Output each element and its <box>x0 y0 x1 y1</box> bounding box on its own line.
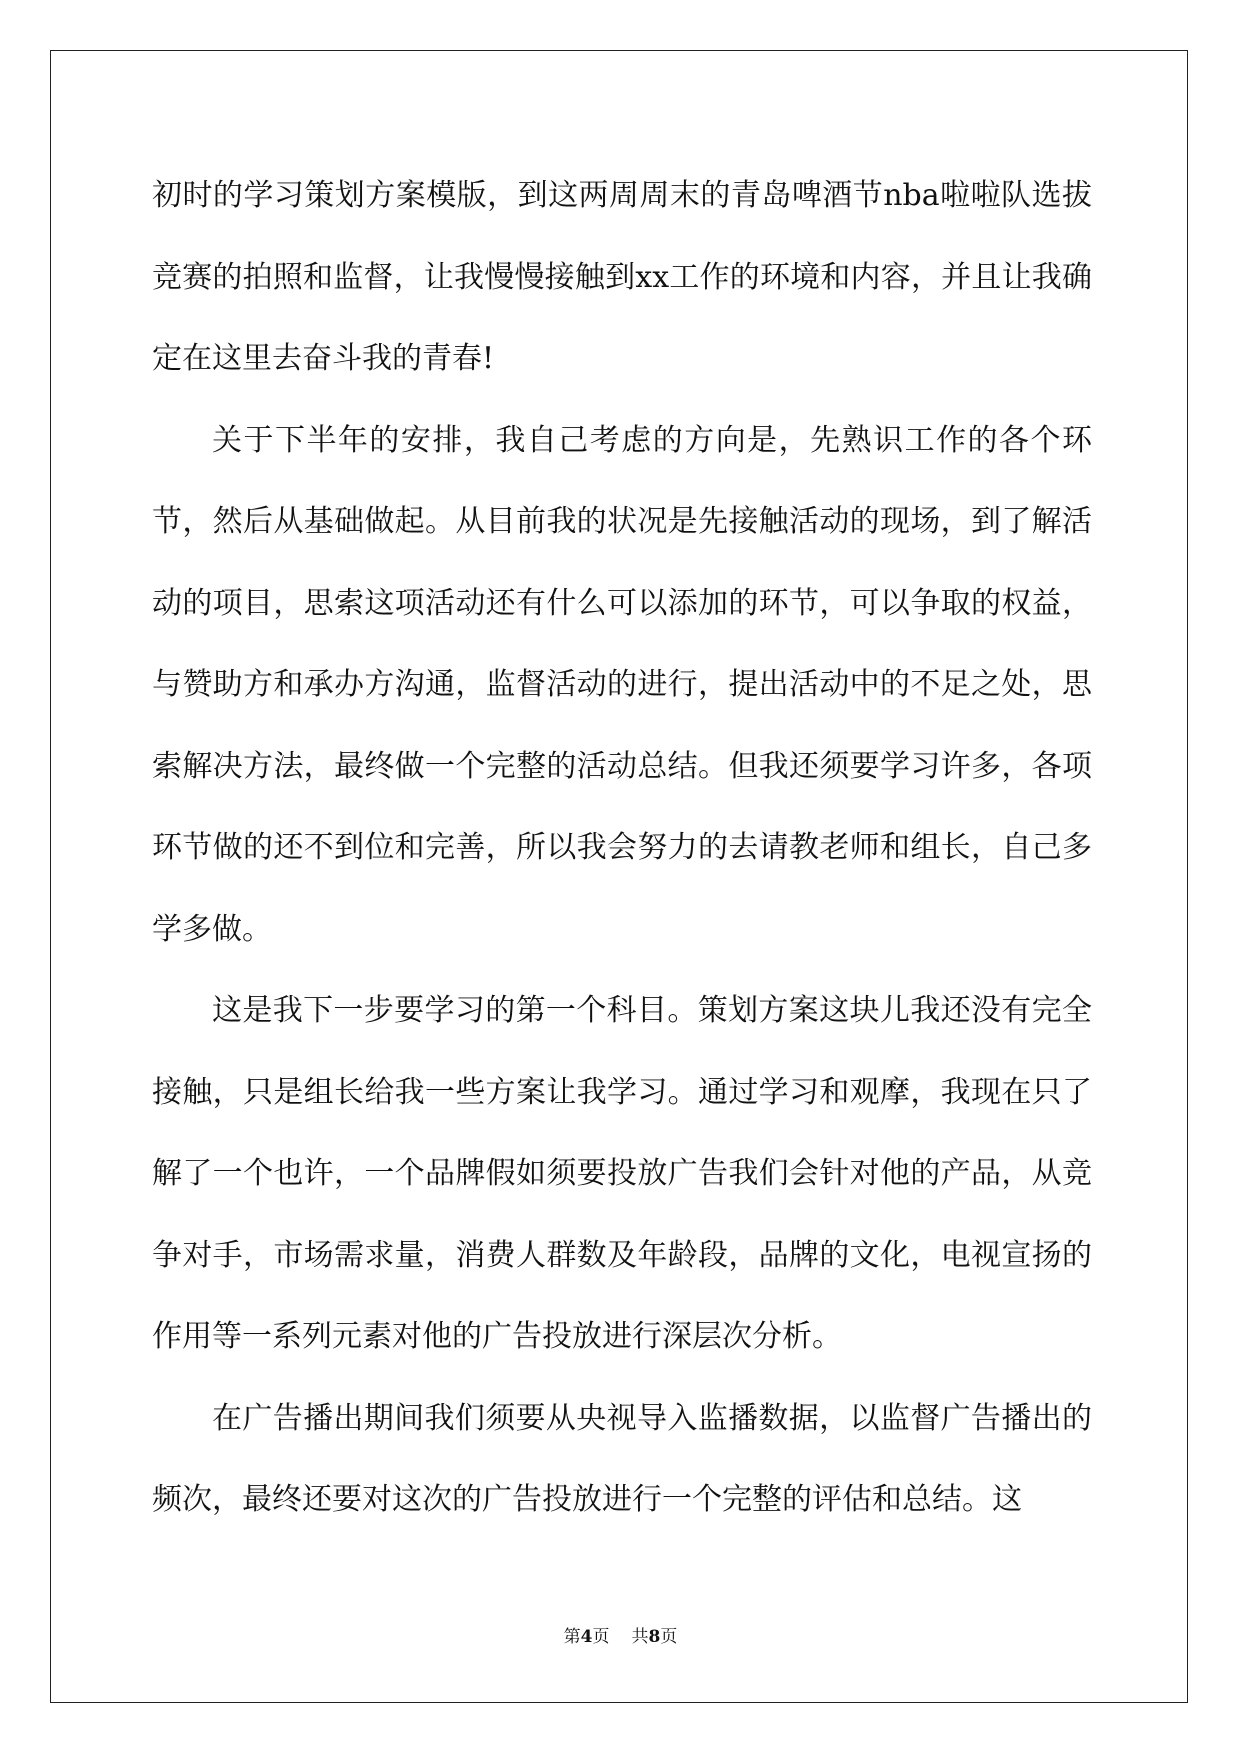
total-pages-number: 8 <box>648 1627 661 1647</box>
footer-prefix: 第 <box>563 1627 581 1647</box>
paragraph-4: 在广告播出期间我们须要从央视导入监播数据，以监督广告播出的频次，最终还要对这次的广告投放进行一个完整的评估和总结。这 <box>152 1400 1092 1517</box>
paragraph-2: 关于下半年的安排，我自己考虑的方向是，先熟识工作的各个环节，然后从基础做起。从目前我的状况是先接触活动的现场，到了解活动的项目，思索这项活动还有什么可以添加的环节，可以争取的权益，与赞助方和承办方沟通，监督活动的进行，提出活动中的不足之处，思索解决方法，最终做一个完整的活动总结。但我还须要学习许多，各项环节做的还不到位和完善，所以我会努力的去请教老师和组长，自己多学多做。 <box>152 422 1092 947</box>
document-body <box>152 155 1092 1541</box>
footer-total-suffix: 页 <box>660 1627 678 1647</box>
paragraph-1: 初时的学习策划方案模版，到这两周周末的青岛啤酒节nba啦啦队选拔竞赛的拍照和监督，让我慢慢接触到xx工作的环境和内容，并且让我确定在这里去奋斗我的青春! <box>152 178 1092 376</box>
footer-total-prefix: 共 <box>631 1627 649 1647</box>
page-footer <box>0 1622 1241 1647</box>
footer-page-suffix: 页 <box>592 1627 610 1647</box>
current-page-number: 4 <box>580 1627 593 1647</box>
paragraph-3: 这是我下一步要学习的第一个科目。策划方案这块儿我还没有完全接触，只是组长给我一些方案让我学习。通过学习和观摩，我现在只了解了一个也许，一个品牌假如须要投放广告我们会针对他的产品，从竞争对手，市场需求量，消费人群数及年龄段，品牌的文化，电视宣扬的作用等一系列元素对他的广告投放进行深层次分析。 <box>152 993 1092 1354</box>
